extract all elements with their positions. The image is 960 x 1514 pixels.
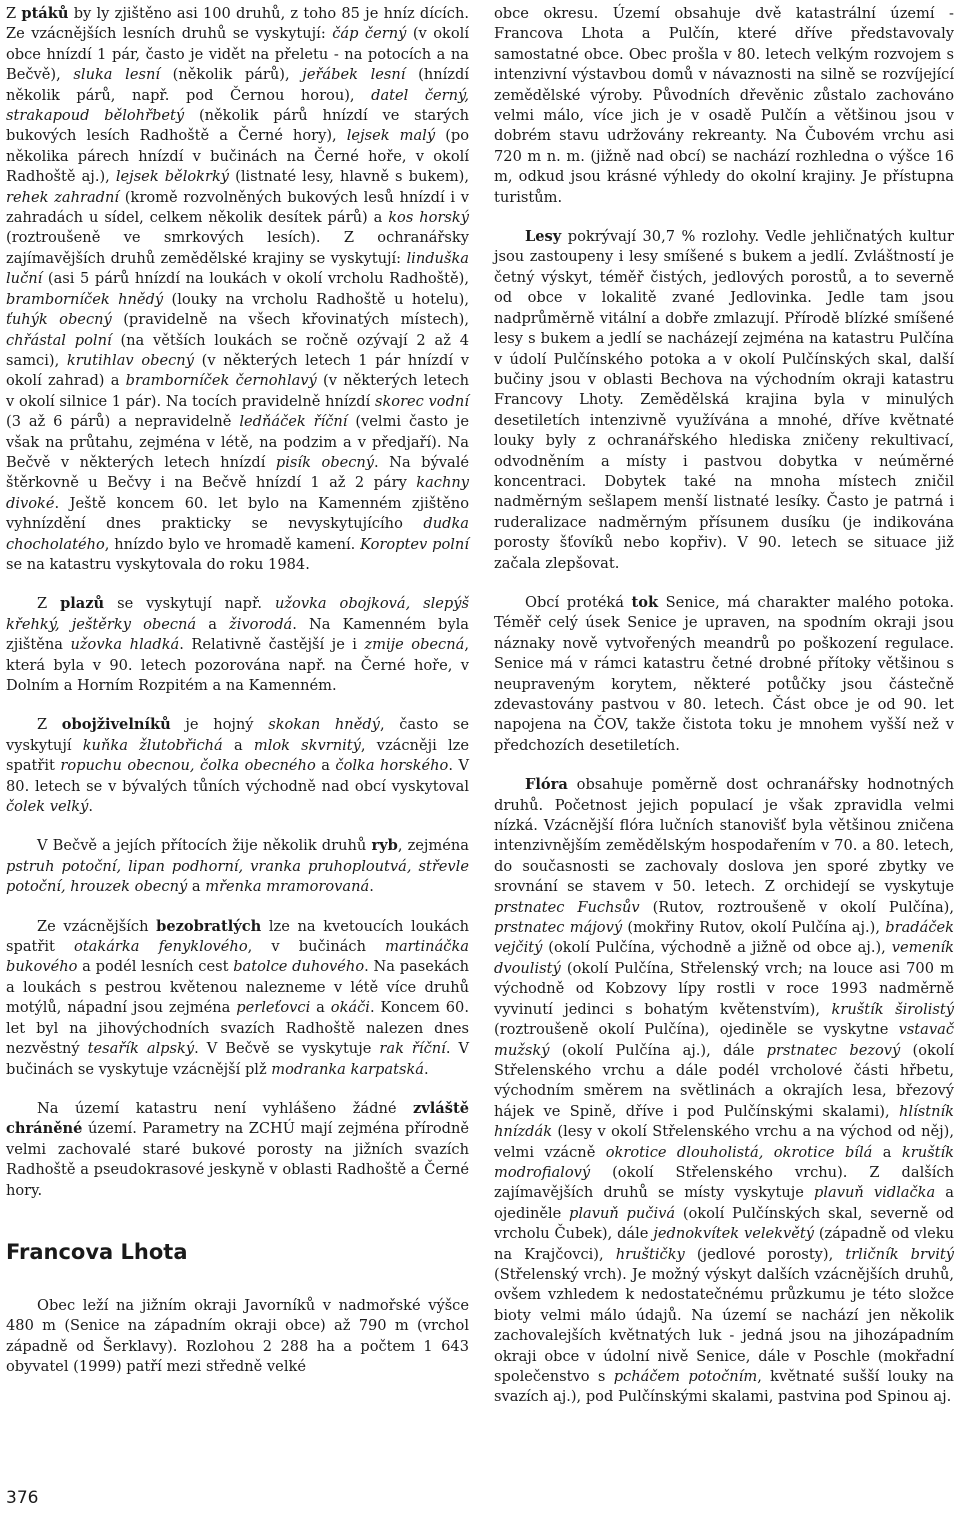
text-run: Z — [6, 5, 22, 22]
species-name: okrotice dlouholistá, okrotice bílá — [605, 1143, 873, 1161]
text-run: , zejména — [397, 837, 470, 855]
species-name: živorodá — [229, 615, 293, 633]
text-run: (západně od vleku na Krajčovci), — [494, 1225, 954, 1263]
text-run: . V Bečvě se vyskytuje — [194, 1040, 380, 1058]
species-name: ledňáček říční — [239, 413, 348, 431]
text-run: (v okolí obce hnízdí 1 pár, často je vidět na přeletu - na potocích a na Bečvě), — [6, 25, 469, 84]
paragraph-fish — [6, 836, 469, 897]
text-run: Obcí protéká — [525, 593, 632, 611]
species-name: vstavač mužský — [494, 1021, 954, 1059]
species-name: pcháčem potočním — [613, 1368, 758, 1385]
text-run: (pravidelně na všech křovinatých místech), — [111, 311, 469, 329]
text-run: (hnízdí několik párů, např. pod Černou horou), — [6, 66, 469, 104]
species-name: kos horský — [388, 209, 469, 227]
species-name: krutihlav obecný — [66, 351, 194, 369]
text-run: (okolí Pulčína, Střelenský vrch; na louce asi 700 m východně od Kobzovy lípy rostli v roce 1993 nadměrně vyvinutí jedinci s bohatým květenstvím), — [494, 959, 954, 1018]
text-run: (asi 5 párů hnízdí na loukách v okolí vrcholu Radhoště), — [42, 270, 469, 288]
section-heading: Francova Lhota — [6, 1239, 188, 1264]
species-name: batolce duhového — [233, 958, 365, 976]
species-name: rak říční — [379, 1040, 446, 1058]
species-name: mřenka mramorovaná — [205, 878, 370, 896]
species-name: dudka chocholatého — [6, 515, 469, 553]
text-run: (okolí Pulčína aj.), dále — [549, 1041, 767, 1059]
species-name: plavuň vidlačka — [814, 1184, 936, 1202]
text-run: Z — [37, 595, 61, 613]
text-run: by ly zjištěno asi 100 druhů, z toho 85 je hníz dících. Ze vzácnějších lesních druhů se vyskytují: — [6, 5, 469, 43]
species-name: rehek zahradní — [6, 188, 120, 206]
text-run: . Koncem 60. let byl na jihovýchodních svazích Radhoště nalezen dnes nezvěstný — [6, 999, 469, 1058]
text-run: , květnaté sušší louky na svazích aj.), pod Pulčínskými skalami, pastvina pod Spinou aj. — [494, 1368, 954, 1406]
text-run: (roztroušeně okolí Pulčína), ojediněle se vyskytne — [494, 1021, 899, 1039]
species-name: vemeník dvoulistý — [494, 939, 954, 977]
species-name: pstruh potoční, lipan podhorní, vranka pruhoploutvá, střevle potoční, hrouzek obecný — [6, 857, 469, 896]
text-run: (okolí Střelenského vrchu). Z dalších zajímavějších druhů se místy vyskytuje — [494, 1163, 954, 1202]
species-name: okáči — [330, 999, 370, 1017]
text-run: . Na bývalé štěrkovně u Bečvy i na Bečvě hnízdí 1 až 2 páry — [6, 453, 469, 492]
text-run: obsahuje poměrně dost ochranářsky hodnotných druhů. Početnost jejich populací je však zpravidla velmi nízká. Vzácnější flóra lučních stanovišť byla většinou zničena intenzivnějším zemědělským hospodařením v 70. a 80. letech, do současnosti se zachovaly doslova jen sporé zbytky ve srovnání se stavem v 50. letech. Z orchidejí se vyskytuje — [494, 776, 954, 896]
text-run: a — [196, 615, 230, 633]
text-run: (několik párů), — [160, 66, 303, 84]
species-name: perleťovci — [236, 999, 311, 1017]
species-name: prstnatec májový — [494, 919, 623, 937]
bold-term: zvláště chráněné — [6, 1099, 469, 1138]
paragraph-village-intro — [6, 1296, 469, 1378]
species-name: linduška luční — [6, 249, 469, 288]
text-run: (na větších loukách se ročně ozývají 2 až 4 samci), — [6, 331, 469, 369]
text-run: (Rutov, roztroušeně v okolí Pulčína), — [639, 898, 954, 916]
left-column — [6, 4, 469, 1378]
bold-term: ryb — [371, 837, 398, 855]
species-name: modranka karpatská — [271, 1060, 424, 1078]
paragraph-protected-areas — [6, 1099, 469, 1201]
text-run: pokrývají 30,7 % rozlohy. Vedle jehličnatých kultur jsou zastoupeny i lesy smíšené s bukem a jedlí. Zvláštností je četný výskyt, téměř čistých, jedlových porostů, a to severně od obce v lokalitě zvané Jedlovinka. Jedle tam jsou nadprůměrně vitální a dobře zmlazují. Přírodě blízké smíšené lesy s bukem a jedlí se nacházejí zejména na katastru Pulčína v údolí Pulčínského potoka a v okolí Pulčínských skal, další bučiny jsou v oblasti Bechova na východním okraji katastru Francovy Lhoty. Zemědělská krajina byla v minulých desetiletích intenzivně využívána a mnohé, dříve květnaté louky byly z ochranářského hlediska zničeny rekultivací, odvodněním a místy i pastvou dobytka v neúměrné koncentraci. Dobytek také na mnoha místech zničil nadměrným sešlapem menší listnaté lesíky. Často je patrná i ruderalizace nadměrným přísunem dusíku (je indikována porosty šťovíků nebo kopřiv). V 90. letech se situace již začala zlepšovat. — [494, 228, 954, 572]
species-name: jeřábek lesní — [302, 66, 406, 84]
paragraph-reptiles — [6, 594, 469, 696]
text-run: . — [88, 798, 94, 816]
species-name: prstnatec bezový — [766, 1041, 901, 1059]
text-run: V Bečvě a jejích přítocích žije několik druhů — [37, 837, 372, 855]
species-name: ťuhýk obecný — [6, 311, 112, 329]
text-run: . Na pasekách a loukách s pestrou květenou nalezneme v létě více druhů motýlů, nápadní jsou zejména — [6, 958, 469, 1017]
species-name: kruštík širolistý — [831, 1000, 954, 1018]
text-run: . — [423, 1060, 429, 1078]
species-name: trličník brvitý — [845, 1245, 954, 1263]
text-run: a ojediněle — [494, 1184, 955, 1222]
text-run: lze na kvetoucích loukách spatřit — [6, 917, 469, 956]
species-name: hlístník hnízdák — [494, 1102, 954, 1141]
species-name: kachny divoké — [6, 474, 469, 512]
paragraph-birds — [6, 4, 469, 575]
bold-term: ptáků — [21, 5, 69, 22]
bold-term: tok — [631, 593, 659, 611]
species-name: chřástal polní — [6, 331, 112, 349]
species-name: prstnatec Fuchsův — [494, 898, 640, 916]
text-run: a — [310, 999, 331, 1017]
text-run: , často se vyskytují — [6, 716, 469, 754]
species-name: kuňka žlutobřichá — [82, 736, 223, 754]
bold-term: Flóra — [525, 776, 568, 794]
species-name: skokan hnědý — [268, 716, 380, 734]
species-name: tesařík alpský — [87, 1040, 195, 1058]
text-run: , hnízdo bylo ve hromadě kamení. — [104, 535, 361, 553]
text-run: , vzácněji lze spatřit — [6, 736, 469, 775]
text-run: (okolí Pulčína, východně a jižně od obce aj.), — [542, 939, 892, 957]
species-name: martináčka bukového — [6, 938, 469, 976]
bold-term: obojživelníků — [61, 716, 171, 734]
bold-term: Lesy — [525, 228, 562, 246]
species-name: užovka hladká — [70, 636, 180, 654]
paragraph-stream — [494, 593, 954, 756]
text-run: (lesy v okolí Střelenského vrchu a na východ od něj), velmi vzácně — [494, 1123, 954, 1161]
species-name: jednokvítek velekvětý — [653, 1225, 814, 1243]
species-name: užovka obojková, slepýš křehký, ještěrky obecná — [6, 595, 469, 633]
text-run: (louky na vrcholu Radhoště u hotelu), — [163, 290, 469, 308]
text-run: (několik párů hnízdí ve starých bukových lesích Radhoště a Černé hory), — [6, 107, 469, 145]
text-run: je hojný — [170, 716, 269, 734]
paragraph-forests — [494, 227, 954, 574]
text-run: Ze vzácnějších — [37, 917, 157, 935]
text-run: (listnaté lesy, hlavně s bukem), — [229, 168, 469, 186]
text-run: a podél lesních cest — [77, 958, 234, 976]
text-run: (okolí Střelenského vrchu a dále podél vrcholové části hřbetu, východním směrem na světlinách a okrajích lesa, březový hájek ve Spině, dříve i pod Pulčínskými skalami), — [494, 1041, 955, 1120]
text-run: se na katastru vyskytovala do roku 1984. — [6, 555, 310, 573]
text-run: . V bučinách se vyskytuje vzácnější plž — [6, 1040, 470, 1078]
text-run: (3 až 6 párů) a nepravidelně — [6, 413, 240, 431]
text-run: (jedlové porosty), — [684, 1245, 846, 1263]
text-run: (Střelenský vrch). Je možný výskyt dalších vzácnějších druhů, ovšem vzhledem k nedostatečnému průzkumu je této složce bioty velmi málo údajů. Na území se nachází jen několik zachovalejších květnatých luk - jedná jsou na jihozápadním okraji obce v údolní nivě Senice, dále v Poschle (mokřadní společenstvo s — [494, 1265, 954, 1385]
text-run: . Ještě koncem 60. let bylo na Kamenném zjištěno vyhnízdění dnes prakticky se nevyskytujícího — [6, 494, 469, 533]
paragraph-flora — [494, 775, 954, 1408]
page-number: 376 — [6, 1488, 39, 1508]
right-column — [494, 4, 954, 1408]
species-name: bramborníček černohlavý — [125, 372, 317, 390]
text-run: (v některých letech v okolí silnice 1 pár). Na tocích pravidelně hnízdí — [6, 372, 469, 410]
text-run: . — [369, 878, 374, 896]
species-name: kruštík modrofialový — [494, 1143, 954, 1181]
text-run: , která byla v 90. letech pozorována např. na Černé hoře, v Dolním a Horním Rozpitém a na Kamenném. — [6, 636, 469, 694]
species-name: ropuchu obecnou, čolka obecného — [60, 757, 316, 775]
paragraph-village-continued — [494, 4, 954, 208]
species-name: bramborníček hnědý — [6, 290, 164, 308]
species-name: čolek velký — [6, 798, 89, 816]
text-run: (roztroušeně ve smrkových lesích). Z ochranářsky zajímavějších druhů zemědělské krajiny se vyskytují: — [6, 229, 469, 267]
text-run: se vyskytují např. — [104, 595, 275, 613]
species-name: čolka horského — [335, 757, 449, 775]
species-name: Koroptev polní — [360, 535, 469, 553]
text-run: území. Parametry na ZCHÚ mají zejména přírodně velmi zachovalé staré bukové porosty na jižních svazích Radhoště a pseudokrasové jeskyně v oblasti Radhoště a Černé hory. — [6, 1120, 469, 1199]
text-run: (okolí Pulčínských skal, severně od vrcholu Čubek), dále — [494, 1204, 955, 1243]
text-run: Z — [37, 716, 62, 734]
species-name: sluka lesní — [73, 66, 161, 84]
paragraph-amphibians — [6, 715, 469, 817]
text-run: . Relativně častější je i — [179, 636, 365, 654]
species-name: čáp černý — [332, 25, 407, 43]
text-run: Na území katastru není vyhlášeno žádné — [37, 1099, 413, 1117]
species-name: lejsek bělokrký — [115, 168, 230, 186]
text-run: Senice, má charakter malého potoka. Téměř celý úsek Senice je upraven, na spodním okraji jsou náznaky nově vytvořených meandrů po poškození regulace. Senice má v rámci katastru četné drobné přítoky většinou s neupraveným korytem, některé potůčky jsou částečně zdevastovány pastvou v 80. letech. Část obce je od 90. let napojena na ČOV, takže čistota toku je mnohem vyšší než v předchozích desetiletích. — [494, 593, 954, 754]
text-run: . V 80. letech se v bývalých tůních východně nad obcí vyskytoval — [6, 757, 469, 795]
species-name: hruštičky — [615, 1245, 685, 1263]
text-run: (v některých letech 1 pár hnízdí v okolí zahrad) a — [6, 351, 470, 390]
text-run: (mokřiny Rutov, okolí Pulčína aj.), — [622, 919, 886, 937]
species-name: plavuň pučivá — [569, 1204, 676, 1222]
species-name: pisík obecný — [275, 453, 375, 471]
text-run: (kromě rozvolněných bukových lesů hnízdí i v zahradách u sídel, celkem několik desítek párů) a — [6, 188, 469, 227]
text-run: . Na Kamenném byla zjištěna — [6, 615, 469, 654]
text-run: , v bučinách — [247, 938, 386, 956]
species-name: skorec vodní — [374, 392, 469, 410]
text-run: a — [315, 757, 336, 775]
text-run: (velmi často je však na průtahu, zejména v létě, na podzim a v předjaří). Na Bečvě v některých letech hnízdí — [6, 413, 470, 471]
species-name: lejsek malý — [346, 127, 436, 145]
bold-term: bezobratlých — [156, 917, 262, 935]
text-run: a — [222, 736, 254, 754]
text-run: a — [872, 1143, 902, 1161]
paragraph-invertebrates — [6, 917, 469, 1080]
bold-term: plazů — [60, 595, 105, 613]
text-run: (po několika párech hnízdí v bučinách na Černé hoře, v okolí Radhoště aj.), — [6, 127, 470, 186]
species-name: mlok skvrnitý — [253, 736, 361, 754]
text-run: a — [187, 878, 206, 896]
species-name: zmije obecná — [364, 636, 465, 654]
text-run: Obec leží na jižním okraji Javorníků v nadmořské výšce 480 m (Senice na západním okraji obce) až 790 m (vrchol západně od Šerklavy). Rozlohou 2 288 ha a počtem 1 643 obyvatel (1999) patří mezi středně velké — [6, 1296, 469, 1376]
text-run: obce okresu. Území obsahuje dvě katastrální území - Francova Lhota a Pulčín, které dříve představovaly samostatné obce. Obec prošla v 80. letech velkým rozvojem s intenzivní výstavbou domů v návaznosti na silně se rozvíjející zemědělské výroby. Původních dřevěnic zůstalo zachováno velmi málo, více jich je v osadě Pulčín a většinou jsou v dobrém stavu udržovány rekreanty. Na Čubovém vrchu asi 720 m n. m. (jižně nad obcí) se nachází rozhledna o výšce 16 m, odkud jsou krásné výhledy do okolní krajiny. Je přístupna turistům. — [494, 5, 954, 206]
species-name: otakárka fenyklového — [74, 938, 248, 956]
species-name: bradáček vejčitý — [494, 919, 954, 957]
species-name: datel černý, strakapoud bělohřbetý — [6, 86, 469, 125]
